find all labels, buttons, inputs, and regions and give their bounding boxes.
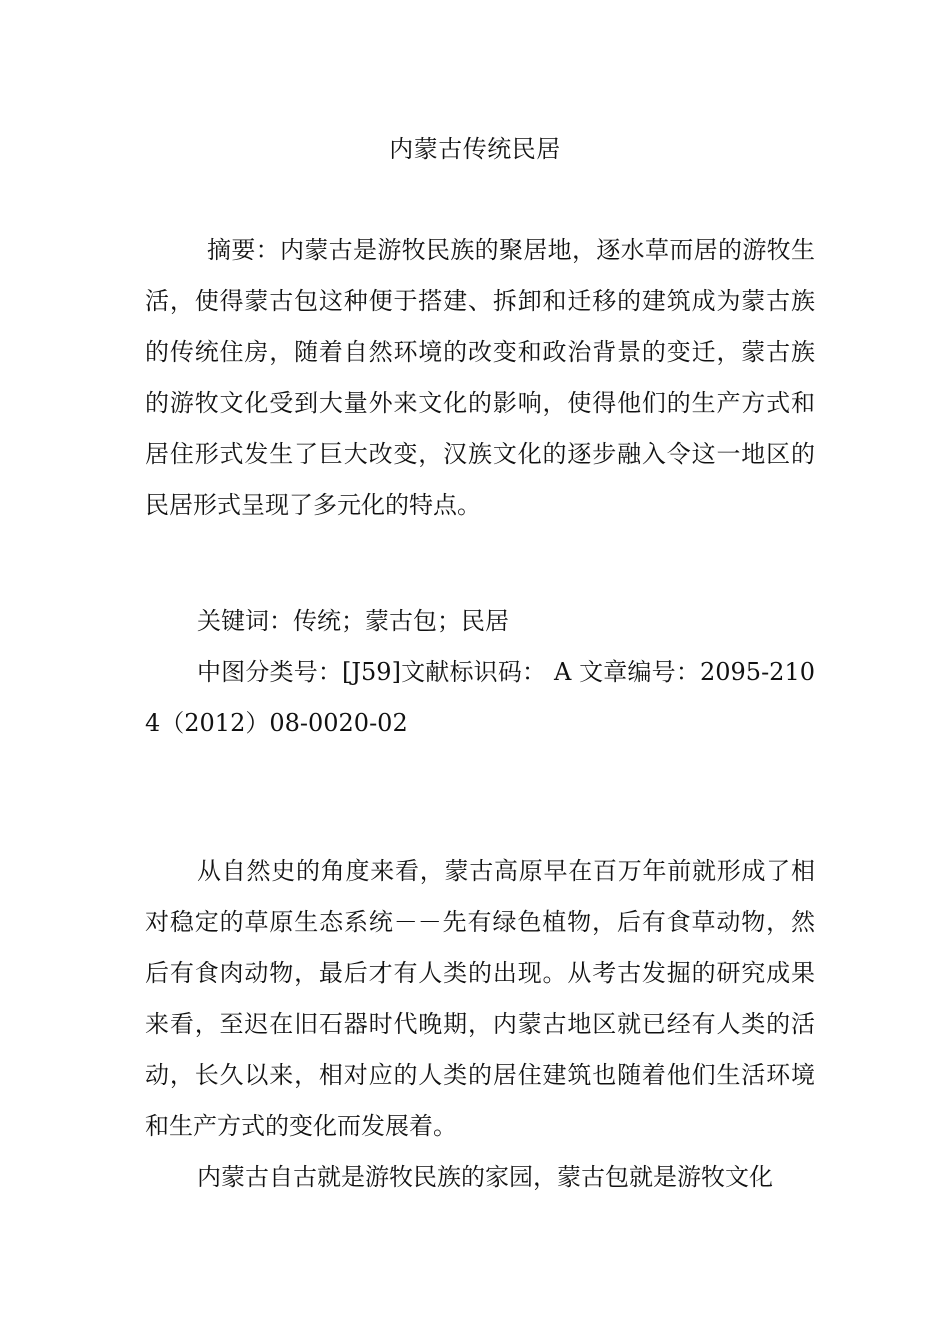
keywords-line: 关键词：传统；蒙古包；民居	[197, 607, 509, 635]
metadata-section	[145, 596, 815, 749]
abstract-paragraph: 摘要：内蒙古是游牧民族的聚居地，逐水草而居的游牧生活，使得蒙古包这种便于搭建、拆卸和迁移的建筑成为蒙古族的传统住房，随着自然环境的改变和政治背景的变迁，蒙古族的游牧文化受到大量外来文化的影响，使得他们的生产方式和居住形式发生了巨大改变，汉族文化的逐步融入令这一地区的民居形式呈现了多元化的特点。	[145, 236, 815, 519]
body-section	[145, 846, 815, 1203]
document-title: 内蒙古传统民居	[389, 135, 561, 163]
body-paragraph-2: 内蒙古自古就是游牧民族的家园，蒙古包就是游牧文化	[197, 1163, 773, 1191]
abstract-section	[145, 225, 815, 531]
classification-line: 中图分类号：[J59]文献标识码： A 文章编号：2095-2104（2012）08-0020-02	[145, 658, 815, 737]
body-paragraph-1: 从自然史的角度来看，蒙古高原早在百万年前就形成了相对稳定的草原生态系统－－先有绿色植物，后有食草动物，然后有食肉动物，最后才有人类的出现。从考古发掘的研究成果来看，至迟在旧石器时代晚期，内蒙古地区就已经有人类的活动，长久以来，相对应的人类的居住建筑也随着他们生活环境和生产方式的变化而发展着。	[145, 857, 815, 1140]
